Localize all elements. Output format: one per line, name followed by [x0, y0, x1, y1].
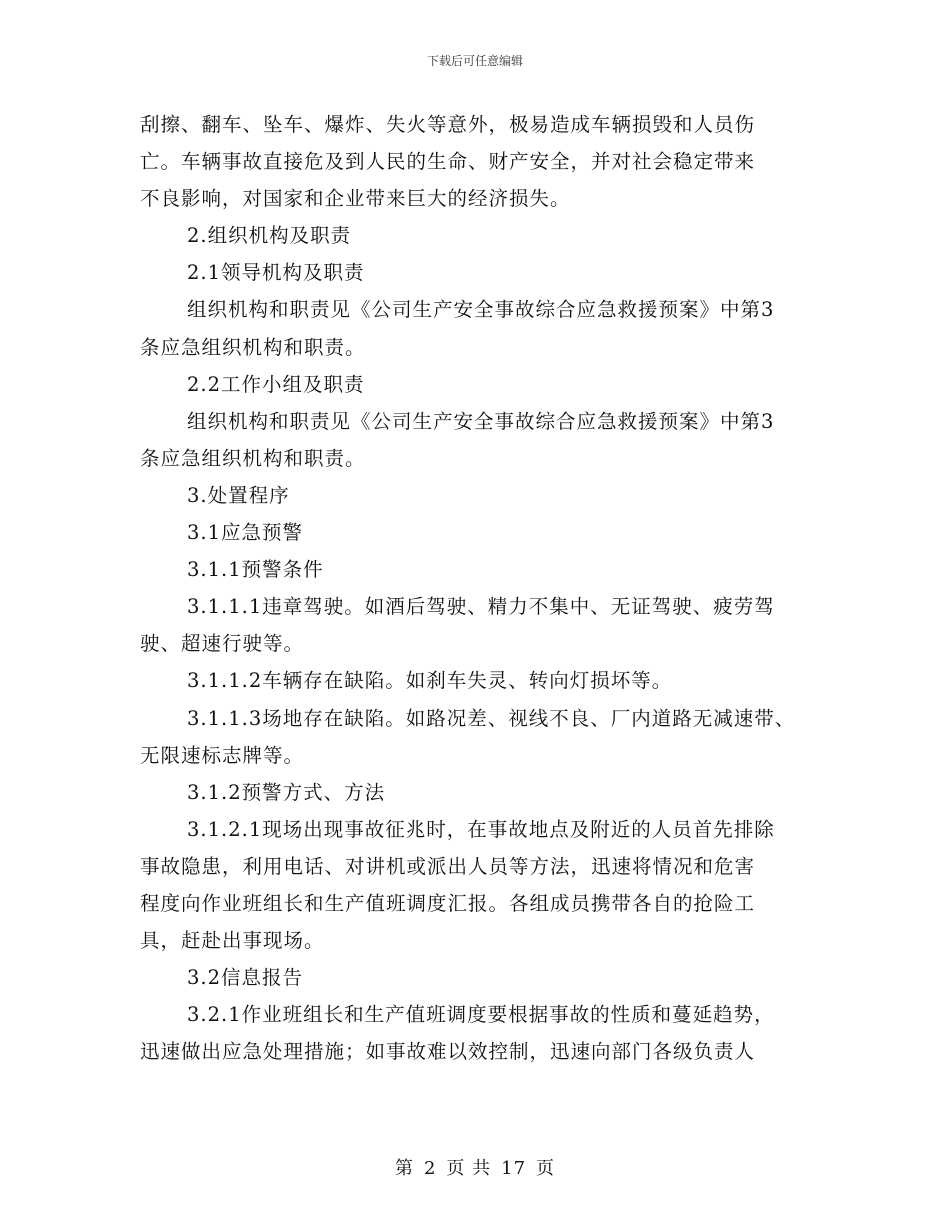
text-line: 驶、超速行驶等。	[140, 632, 305, 656]
text-line: 亡。车辆事故直接危及到人民的生命、财产安全，并对社会稳定带来	[140, 150, 756, 174]
text-line: 3.1.2预警方式、方法	[187, 780, 386, 804]
text-line: 2.1领导机构及职责	[187, 261, 365, 285]
page-header-note: 下载后可任意编辑	[426, 54, 523, 68]
text-line: 组织机构和职责见《公司生产安全事故综合应急救援预案》中第3	[187, 409, 775, 433]
text-line: 刮擦、翻车、坠车、爆炸、失火等意外，极易造成车辆损毁和人员伤	[140, 113, 756, 136]
text-line: 3.2.1作业班组长和生产值班调度要根据事故的性质和蔓延趋势，	[187, 1003, 775, 1027]
text-line: 具，赶赴出事现场。	[140, 929, 325, 953]
text-line: 组织机构和职责见《公司生产安全事故综合应急救援预案》中第3	[187, 298, 775, 322]
text-line: 3.处置程序	[187, 483, 290, 507]
page-prefix: 第	[394, 1158, 414, 1179]
text-line: 2.组织机构及职责	[187, 224, 352, 248]
text-line: 无限速标志牌等。	[140, 743, 305, 767]
page-footer	[0, 1154, 950, 1180]
text-line: 2.2工作小组及职责	[187, 372, 365, 396]
text-line: 3.2信息报告	[187, 966, 304, 990]
text-line: 3.1.1预警条件	[187, 558, 324, 582]
text-line: 条应急组织机构和职责。	[140, 335, 366, 359]
text-line: 条应急组织机构和职责。	[140, 446, 366, 470]
text-line: 3.1.1.3场地存在缺陷。如路况差、视线不良、厂内道路无减速带、	[187, 706, 796, 730]
text-line: 3.1.2.1现场出现事故征兆时，在事故地点及附近的人员首先排除	[187, 817, 775, 841]
page-suffix: 页	[536, 1158, 556, 1179]
total-pages: 17	[501, 1158, 527, 1179]
document-body	[140, 106, 830, 1070]
text-line: 3.1应急预警	[187, 521, 304, 545]
text-line: 3.1.1.1违章驾驶。如酒后驾驶、精力不集中、无证驾驶、疲劳驾	[187, 595, 775, 619]
text-line: 事故隐患，利用电话、对讲机或派出人员等方法，迅速将情况和危害	[140, 854, 756, 878]
text-line: 迅速做出应急处理措施；如事故难以效控制，迅速向部门各级负责人	[140, 1040, 756, 1064]
text-line: 不良影响，对国家和企业带来巨大的经济损失。	[140, 187, 571, 211]
text-line: 程度向作业班组长和生产值班调度汇报。各组成员携带各自的抢险工	[140, 891, 756, 915]
page-number: 2	[423, 1158, 437, 1179]
page-mid: 页 共	[446, 1158, 492, 1179]
text-line: 3.1.1.2车辆存在缺陷。如刹车失灵、转向灯损坏等。	[187, 669, 673, 693]
